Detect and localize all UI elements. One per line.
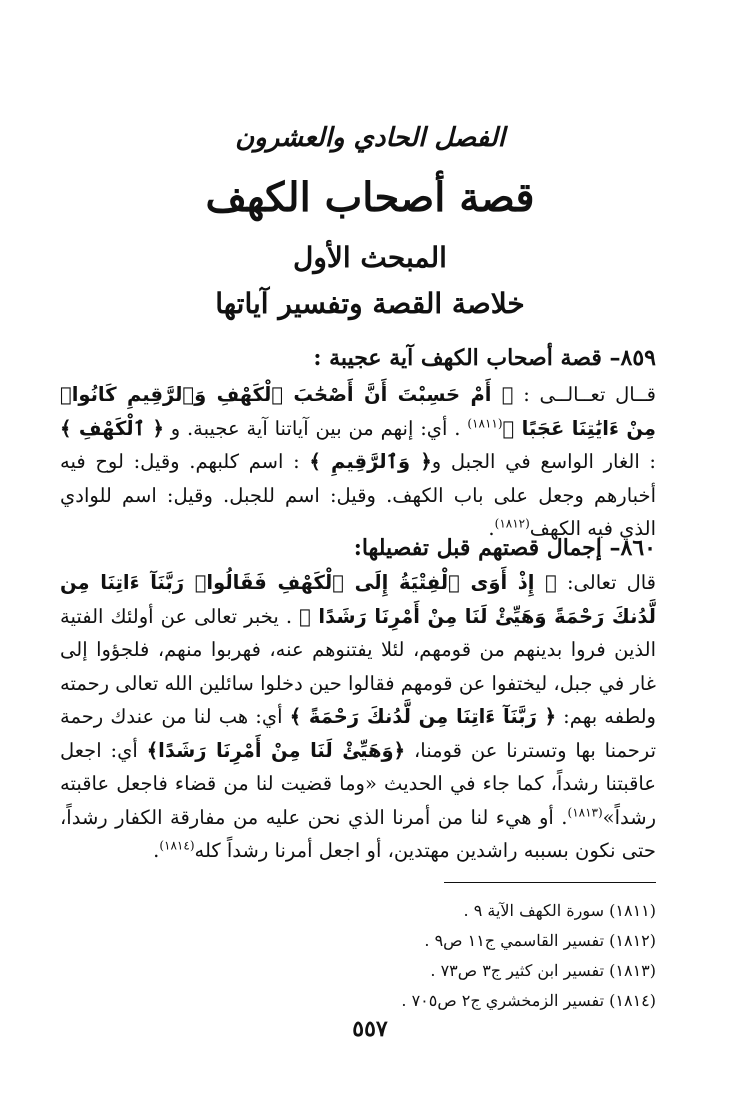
footnote-ref: (١٨١٤) [159,838,195,853]
section-title: المبحث الأول [293,241,447,274]
footnote-ref: (١٨١٢) [494,516,530,531]
quran-verse: ﴿ أَمْ حَسِبْتَ أَنَّ أَصْحَٰبَ ٱلْكَهْفِ وَٱلرَّقِيمِ كَانُوا۟ مِنْ ءَايَٰتِنَا عَجَبًا ﴾ [60,383,656,440]
body-text: . أي: إنهم من بين آياتنا آية عجيبة. و [163,416,468,440]
body-text: أي: اجعل عاقبتنا رشداً، كما جاء في الحديث «وما قضيت لنا من قضاء فاجعل عاقبته رشداً» [60,738,656,829]
story-title: قصة أصحاب الكهف [205,174,535,221]
footnote-ref: (١٨١١) [467,416,503,430]
body-text: . يخبر تعالى عن أولئك الفتية الذين فروا بدينهم من قومهم، لئلا يفتنوهم عنه، فهربوا منهم، فلجؤوا إلى غار في جبل، ليختفوا عن قومهم فقالوا حين دخلوا سائلين الله تعالى رحمته ولطفه بهم: [60,604,656,728]
body-text: . [488,517,495,540]
footnote-divider [444,882,656,883]
section-body-859 [60,378,656,546]
body-text: : الغار الواسع في الجبل و [431,450,656,473]
section-body-860 [60,566,656,868]
footnote-ref: (١٨١٣) [567,805,603,819]
body-text: . أو هيء لنا من أمرنا الذي نحن عليه من مفارقة الكفار رشداً، حتى نكون بسببه راشدين مهتدين، أو اجعل أمرنا رشداً كله [60,805,656,862]
quran-verse: ﴿ ٱلْكَهْفِ ﴾ [60,416,164,440]
footnotes [256,896,656,1016]
page-number: ٥٥٧ [352,1016,388,1042]
quran-verse: ﴿وَهَيِّئْ لَنَا مِنْ أَمْرِنَا رَشَدًا﴾ [146,738,406,762]
section-heading-860: ٨٦٠– إجمال قصتهم قبل تفصيلها: [353,535,656,561]
body-text: قال تعالى: [556,571,657,594]
body-text: قــال تعــالــى : [513,383,656,406]
subtitle: خلاصة القصة وتفسير آياتها [215,287,525,320]
quran-verse: ﴿ وَٱلرَّقِيمِ ﴾ [309,450,432,473]
section-heading-859: ٨٥٩– قصة أصحاب الكهف آية عجيبة : [313,345,656,371]
footnote: (١٨١٢) تفسير القاسمي ج١١ ص٩ . [424,931,656,950]
body-text: أي: هب لنا من عندك رحمة ترحمنا بها وتسترنا عن قومنا، [60,705,656,762]
body-text: . [153,839,160,862]
chapter-title: الفصل الحادي والعشرون [235,123,505,153]
quran-verse: ﴿ إِذْ أَوَى ٱلْفِتْيَةُ إِلَى ٱلْكَهْفِ فَقَالُوا۟ رَبَّنَآ ءَاتِنَا مِن لَّدُنكَ رَحْمَةً وَهَيِّئْ لَنَا مِنْ أَمْرِنَا رَشَدًا ﴾ [60,571,656,628]
footnote: (١٨١٣) تفسير ابن كثير ج٣ ص٧٣ . [430,961,656,980]
footnote: (١٨١١) سورة الكهف الآية ٩ . [463,901,656,920]
body-text: : اسم كلبهم. وقيل: لوح فيه أخبارهم وجعل على باب الكهف. وقيل: اسم للجبل. وقيل: اسم للوادي الذي فيه الكهف [60,450,656,540]
quran-verse: ﴿ رَبَّنَآ ءَاتِنَا مِن لَّدُنكَ رَحْمَةً ﴾ [289,705,557,728]
footnote: (١٨١٤) تفسير الزمخشري ج٢ ص٧٠٥ . [401,991,656,1010]
